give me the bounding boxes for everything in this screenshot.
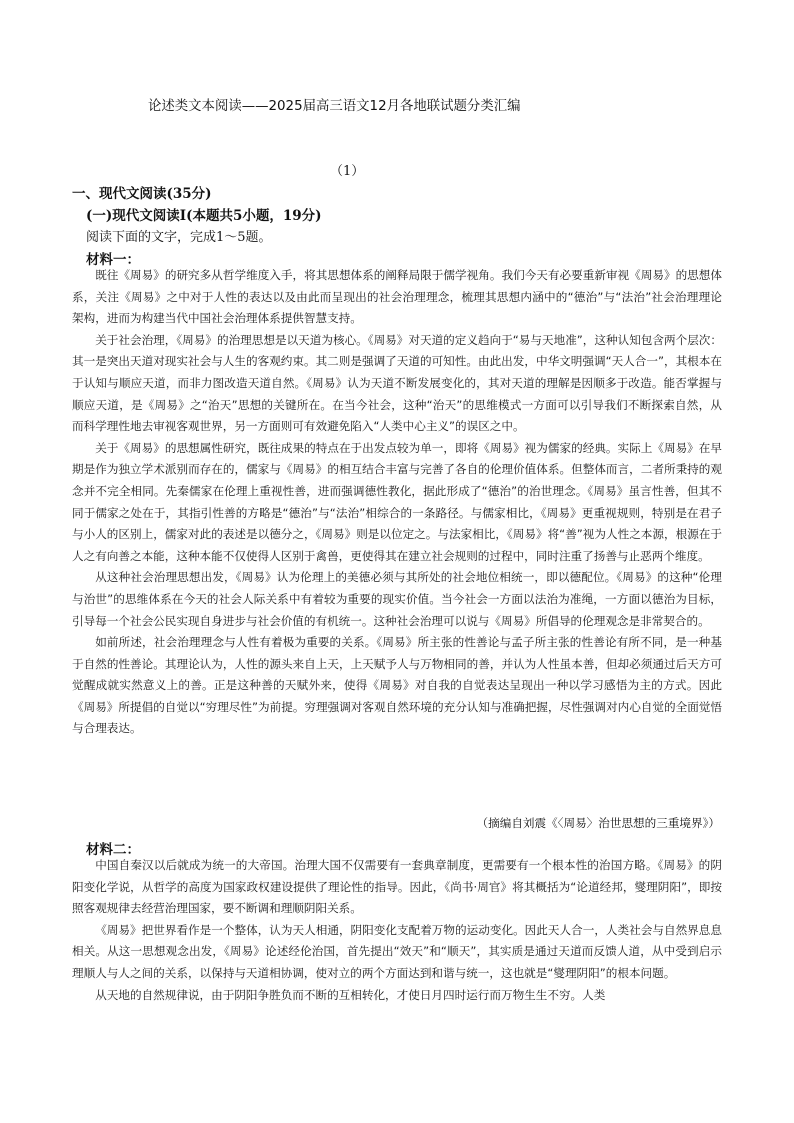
material-1-body [72, 265, 722, 740]
paragraph: 关于社会治理，《周易》的治理思想是以天道为核心。《周易》对天道的定义趋向于“易与天地准”，这种认知包含两个层次：其一是突出天道对现实社会与人生的客观约束。其二则是强调了天道的可知性。由此出发，中华文明强调“天人合一”，其根本在于认知与顺应天道，而非力图改造天道自然。《周易》认为天道不断发展变化的，其对天道的理解是因顺多于改造。能否掌握与顺应天道，是《周易》之“治天”思想的关键所在。在当今社会，这种“治天”的思维模式一方面可以引导我们不断探索自然，从而科学理性地去审视客观世界，另一方面则可有效避免陷入“人类中心主义”的误区之中。 [72, 332, 722, 434]
instruction-text: 阅读下面的文字，完成1～5题。 [86, 230, 272, 245]
material-1-source: （摘编自刘震《〈周易〉治世思想的三重境界》） [476, 816, 720, 830]
page-title: 论述类文本阅读——2025届高三语文12月各地联试题分类汇编 [148, 99, 521, 114]
paragraph: 从天地的自然规律说，由于阴阳争胜负而不断的互相转化，才使日月四时运行而万物生生不穷。人类 [95, 987, 606, 1002]
paragraph: 中国自秦汉以后就成为统一的大帝国。治理大国不仅需要有一套典章制度，更需要有一个根本性的治国方略。《周易》的阴阳变化学说，从哲学的高度为国家政权建设提供了理论性的指导。因此，《尚书·周官》将其概括为“论道经邦，燮理阴阳”，即按照客观规律去经营治理国家，要不断调和理顺阴阳关系。 [72, 858, 722, 916]
paragraph: 从这种社会治理思想出发，《周易》认为伦理上的美德必须与其所处的社会地位相统一，即以德配位。《周易》的这种“伦理与治世”的思维体系在今天的社会人际关系中有着较为重要的现实价值。当今社会一方面以法治为准绳，一方面以德治为目标，引导每一个社会公民实现自身进步与社会价值的有机统一。这种社会治理可以说与《周易》所倡导的伦理观念是非常契合的。 [72, 570, 722, 628]
paragraph: 既往《周易》的研究多从哲学维度入手，将其思想体系的阐释局限于儒学视角。我们今天有必要重新审视《周易》的思想体系，关注《周易》之中对于人性的表达以及由此而呈现出的社会治理理念，梳理其思想内涵中的“德治”与“法治”社会治理理论架构，进而为构建当代中国社会治理体系提供智慧支持。 [72, 268, 722, 326]
paragraph: 关于《周易》的思想属性研究，既往成果的特点在于出发点较为单一，即将《周易》视为儒家的经典。实际上《周易》在早期是作为独立学术派别而存在的，儒家与《周易》的相互结合丰富与完善了各自的伦理价值体系。但整体而言，二者所秉持的观念并不完全相同。先秦儒家在伦理上重视性善，进而强调德性教化，据此形成了“德治”的治世理念。《周易》虽言性善，但其不同于儒家之处在于，其指引性善的方略是“德治”与“法治”相综合的一条路径。与儒家相比，《周易》更重视规则，特别是在君子与小人的区别上，儒家对此的表述是以德分之，《周易》则是以位定之。与法家相比，《周易》将“善”视为人性之本源，根源在于人之有向善之本能，这种本能不仅使得人区别于禽兽，更使得其在建立社会规则的过程中，同时注重了扬善与止恶两个维度。 [72, 440, 722, 563]
material-2-body [72, 855, 722, 1006]
section-heading: 一、现代文阅读(35分) [72, 186, 212, 202]
subsection-heading: (一)现代文阅读I(本题共5小题，19分) [86, 208, 322, 224]
paragraph: 《周易》把世界看作是一个整体，认为天人相通，阴阳变化支配着万物的运动变化。因此天人合一，人类社会与自然界息息相关。从这一思想观念出发，《周易》论述经伦治国，首先提出“效天”和“顺天”，其实质是通过天道而反馈人道，从中受到启示理顺人与人之间的关系，以保持与天道相协调，使对立的两个方面达到和谐与统一，这也就是“燮理阴阳”的根本问题。 [72, 922, 722, 980]
material-2-label: 材料二： [86, 842, 140, 858]
paragraph: 如前所述，社会治理理念与人性有着极为重要的关系。《周易》所主张的性善论与孟子所主张的性善论有所不同，是一种基于自然的性善论。其理论认为，人性的源头来自上天，上天赋予人与万物相同的善，并认为人性虽本善，但却必须通过后天方可觉醒成就实然意义上的善。正是这种善的天赋外来，使得《周易》对自我的自觉表达呈现出一种以学习感悟为主的方式。因此《周易》所提倡的自觉以“穷理尽性”为前提。穷理强调对客观自然环境的充分认知与准确把握，尽性强调对内心自觉的全面觉悟与合理表达。 [72, 635, 722, 736]
material-1-label: 材料一： [86, 252, 140, 268]
section-number: （1） [330, 164, 365, 179]
